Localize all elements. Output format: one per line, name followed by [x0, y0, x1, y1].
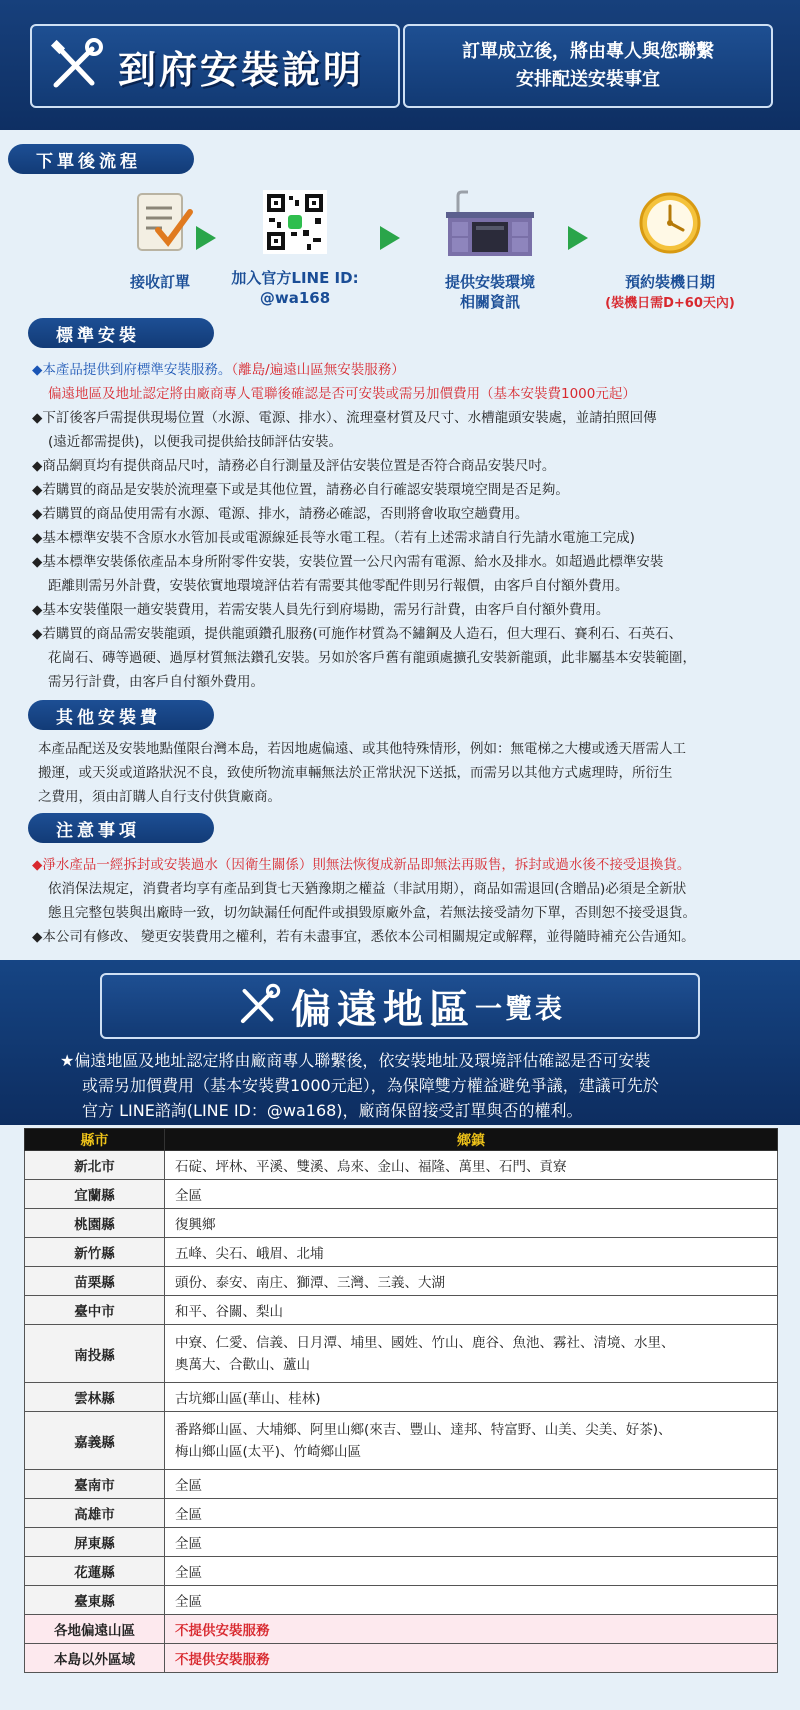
- towns-cell: 石碇、坪林、平溪、雙溪、烏來、金山、福隆、萬里、石門、貢寮: [165, 1151, 778, 1180]
- arrow-right-icon: [568, 226, 588, 250]
- table-row: [25, 1267, 778, 1296]
- notes-line: ◆本公司有修改、 變更安裝費用之權利，若有未盡事宜，悉依本公司相關規定或解釋，並得隨時補充公告通知。: [32, 929, 695, 945]
- tools-icon: [235, 983, 281, 1029]
- table-row: [25, 1412, 778, 1470]
- table-row: [25, 1615, 778, 1644]
- title-box: [30, 24, 400, 108]
- towns-cell: 全區: [165, 1180, 778, 1209]
- other-line: 之費用，須由訂購人自行支付供貨廠商。: [38, 789, 281, 805]
- flow-step-label: 預約裝機日期: [624, 273, 715, 291]
- county-cell: 新竹縣: [25, 1238, 165, 1267]
- clock-icon: [637, 190, 703, 256]
- county-cell: 嘉義縣: [25, 1412, 165, 1470]
- standard-line: ◆基本標準安裝不含原水水管加長或電源線延長等水電工程。（若有上述需求請自行先請水電施工完成): [32, 530, 635, 546]
- section-title-notes: 注意事項: [28, 813, 214, 843]
- standard-line: ◆本產品提供到府標準安裝服務。: [32, 362, 232, 378]
- other-line: 搬運，或天災或道路狀況不良，致使所物流車輛無法於正常狀況下送抵，而需另以其他方式處理時，所衍生: [38, 765, 673, 781]
- remote-areas-title: [100, 973, 700, 1039]
- table-row: [25, 1644, 778, 1673]
- table-header-county: 縣市: [25, 1129, 165, 1151]
- towns-cell: 古坑鄉山區(華山、桂林): [165, 1383, 778, 1412]
- towns-line: 奧萬大、合歡山、蘆山: [175, 1356, 310, 1373]
- table-header-towns: 鄉鎮: [165, 1129, 778, 1151]
- standard-line: 距離則需另外計費，安裝依實地環境評估若有需要其他零配件則另行報價，由客戶自付額外費用。: [48, 578, 629, 594]
- standard-line: ◆若購買的商品是安裝於流理臺下或是其他位置，請務必自行確認安裝環境空間是否足夠。: [32, 482, 569, 498]
- flow-step-note: (裝機日需D+60天內): [605, 296, 735, 311]
- remote-note-line: 官方 LINE諮詢(LINE ID：@wa168)，廠商保留接受訂單與否的權利。: [82, 1101, 583, 1120]
- header-banner: [0, 0, 800, 130]
- county-cell: 新北市: [25, 1151, 165, 1180]
- county-cell: 高雄市: [25, 1499, 165, 1528]
- notes-line: ◆淨水產品一經拆封或安裝過水（因衛生關係）則無法恢復成新品即無法再販售，拆封或過水後不接受退換貨。: [32, 857, 691, 873]
- flow-step-appointment: [590, 190, 750, 311]
- towns-cell: 不提供安裝服務: [165, 1615, 778, 1644]
- table-row: [25, 1151, 778, 1180]
- table-row: [25, 1238, 778, 1267]
- table-row: [25, 1296, 778, 1325]
- county-cell: 臺南市: [25, 1470, 165, 1499]
- flow-step-environment: [410, 190, 570, 312]
- towns-line: 番路鄉山區、大埔鄉、阿里山鄉(來吉、豐山、達邦、特富野、山美、尖美、好茶)、: [175, 1421, 672, 1438]
- towns-cell: 全區: [165, 1528, 778, 1557]
- towns-cell: 五峰、尖石、峨眉、北埔: [165, 1238, 778, 1267]
- notes-line: 態且完整包裝與出廠時一致，切勿缺漏任何配件或損毀原廠外盒，若無法接受請勿下單，否則恕不接受退貨。: [48, 905, 696, 921]
- towns-cell: [165, 1412, 778, 1470]
- order-flow: [0, 190, 800, 320]
- other-line: 本產品配送及安裝地點僅限台灣本島，若因地處偏遠、或其他特殊情形，例如：無電梯之大樓或透天厝需人工: [38, 741, 686, 757]
- standard-line: 偏遠地區及地址認定將由廠商專人電聯後確認是否可安裝或需另加價費用（基本安裝費1000元起）: [48, 386, 636, 402]
- remote-title-sub: 一覽表: [475, 993, 565, 1025]
- county-cell: 屏東縣: [25, 1528, 165, 1557]
- page-title: 到府安裝說明: [118, 47, 365, 92]
- standard-line: ◆基本安裝僅限一趟安裝費用，若需安裝人員先行到府場勘，需另行計費，由客戶自付額外費用。: [32, 602, 610, 618]
- table-row: [25, 1209, 778, 1238]
- flow-step-label: 提供安裝環境: [444, 273, 535, 291]
- towns-cell: 全區: [165, 1470, 778, 1499]
- county-cell: 雲林縣: [25, 1383, 165, 1412]
- towns-cell: 全區: [165, 1586, 778, 1615]
- towns-cell: 全區: [165, 1557, 778, 1586]
- section-title-other: 其他安裝費: [28, 700, 214, 730]
- standard-install-text: [32, 358, 782, 694]
- county-cell: 宜蘭縣: [25, 1180, 165, 1209]
- county-cell: 本島以外區域: [25, 1644, 165, 1673]
- table-header-row: [25, 1129, 778, 1151]
- subtitle-line1: 訂單成立後，將由專人與您聯繫: [462, 41, 714, 62]
- standard-line: （離島/遍遠山區無安裝服務）: [231, 362, 405, 378]
- towns-line: 中寮、仁愛、信義、日月潭、埔里、國姓、竹山、鹿谷、魚池、霧社、清境、水里、: [175, 1334, 675, 1351]
- kitchen-cabinet-icon: [440, 190, 540, 258]
- remote-note-line: ★偏遠地區及地址認定將由廠商專人聯繫後，依安裝地址及環境評估確認是否可安裝: [60, 1051, 651, 1070]
- county-cell: 桃園縣: [25, 1209, 165, 1238]
- table-row: [25, 1528, 778, 1557]
- standard-line: ◆下訂後客戶需提供現場位置（水源、電源、排水）、流理臺材質及尺寸、水槽龍頭安裝處，並請拍照回傳: [32, 410, 657, 426]
- standard-line: ◆若購買的商品需安裝龍頭，提供龍頭鑽孔服務(可施作材質為不鏽鋼及人造石，但大理石、賽利石、石英石、: [32, 626, 683, 642]
- tools-icon: [46, 37, 104, 95]
- flow-step-line-id: @wa168: [259, 289, 331, 307]
- table-row: [25, 1470, 778, 1499]
- county-cell: 苗栗縣: [25, 1267, 165, 1296]
- notes-line: 依消保法規定，消費者均享有產品到貨七天猶豫期之權益（非試用期），商品如需退回(含贈品)必須是全新狀: [48, 881, 687, 897]
- section-title-standard: 標準安裝: [28, 318, 214, 348]
- county-cell: 花蓮縣: [25, 1557, 165, 1586]
- table-row: [25, 1180, 778, 1209]
- flow-step-label2: 相關資訊: [459, 293, 520, 311]
- county-cell: 臺中市: [25, 1296, 165, 1325]
- county-cell: 臺東縣: [25, 1586, 165, 1615]
- standard-line: ◆基本標準安裝係依產品本身所附零件安裝，安裝位置一公尺內需有電源、給水及排水。如超過此標準安裝: [32, 554, 664, 570]
- standard-line: ◆若購買的商品使用需有水源、電源、排水，請務必確認，否則將會收取空趟費用。: [32, 506, 529, 522]
- remote-areas-table: [24, 1128, 778, 1673]
- remote-note-line: 或需另加價費用（基本安裝費1000元起），為保障雙方權益避免爭議，建議可先於: [82, 1076, 659, 1095]
- county-cell: 各地偏遠山區: [25, 1615, 165, 1644]
- standard-line: (遠近都需提供)，以便我司提供給技師評估安裝。: [48, 434, 343, 450]
- remote-areas-banner: [0, 960, 800, 1125]
- standard-line: 需另行計費，由客戶自付額外費用。: [48, 674, 264, 690]
- table-row: [25, 1586, 778, 1615]
- qr-code-icon: [263, 190, 327, 254]
- flow-step-label: 加入官方LINE ID:: [231, 269, 359, 287]
- towns-line: 梅山鄉山區(太平)、竹崎鄉山區: [175, 1443, 362, 1460]
- towns-cell: [165, 1325, 778, 1383]
- standard-line: 花崗石、磚等過硬、過厚材質無法鑽孔安裝。另如於客戶舊有龍頭處擴孔安裝新龍頭，此非屬基本安裝範圍，: [48, 650, 696, 666]
- notes-text: [32, 853, 782, 949]
- clipboard-check-icon: [124, 190, 196, 258]
- subtitle-line2: 安排配送安裝事宜: [516, 69, 660, 90]
- towns-cell: 全區: [165, 1499, 778, 1528]
- flow-step-line: [210, 190, 380, 308]
- table-row: [25, 1499, 778, 1528]
- table-row: [25, 1383, 778, 1412]
- other-fees-text: [38, 737, 788, 809]
- towns-cell: 頭份、泰安、南庄、獅潭、三灣、三義、大湖: [165, 1267, 778, 1296]
- standard-line: ◆商品網頁均有提供商品尺吋，請務必自行測量及評估安裝位置是否符合商品安裝尺吋。: [32, 458, 556, 474]
- section-title-flow: 下單後流程: [8, 144, 194, 174]
- subtitle-box: [403, 24, 773, 108]
- arrow-right-icon: [380, 226, 400, 250]
- table-row: [25, 1325, 778, 1383]
- towns-cell: 不提供安裝服務: [165, 1644, 778, 1673]
- towns-cell: 復興鄉: [165, 1209, 778, 1238]
- remote-title-main: 偏遠地區: [291, 986, 475, 1033]
- flow-step-label: 接收訂單: [129, 273, 190, 291]
- towns-cell: 和平、谷關、梨山: [165, 1296, 778, 1325]
- county-cell: 南投縣: [25, 1325, 165, 1383]
- table-row: [25, 1557, 778, 1586]
- remote-areas-note: [60, 1048, 760, 1123]
